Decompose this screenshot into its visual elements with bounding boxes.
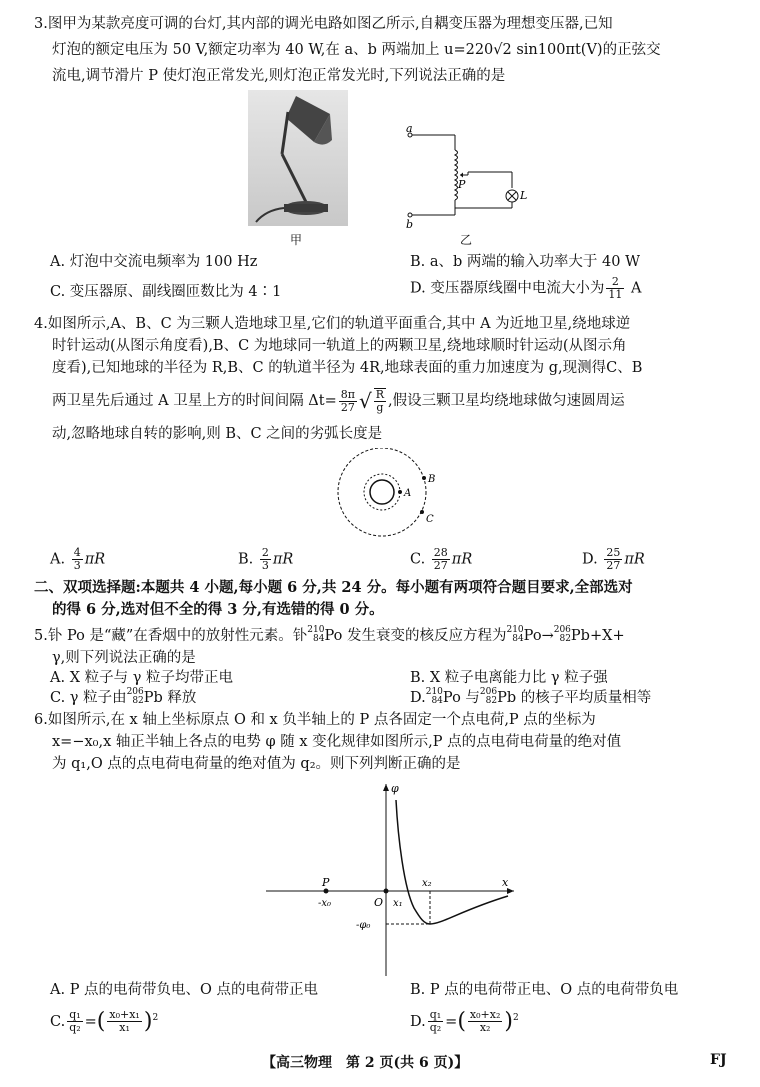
q4-option-a[interactable]: A. $\frac{4}{3}$ πR [50,546,106,572]
orbit-label-a: A [404,488,412,499]
graph-x1-label: x₁ [393,898,403,909]
circuit-label-p: P [458,178,466,191]
fig-jia-label: 甲 [290,233,303,247]
graph-p-label: P [322,876,330,889]
q4-option-c[interactable]: C. $\frac{28}{27}$ πR [410,546,473,572]
q6-option-c[interactable]: C. $\frac{\text{q₁}}{\text{q₂}}$ =( $\frac{\text{x₀+x₁}}{\text{x₁}}$ )$^2$ [50,1008,159,1035]
q3-line3: 流电,调节滑片 P 使灯泡正常发光,则灯泡正常发光时,下列说法正确的是 [52,68,506,84]
q6-option-b[interactable]: B. P 点的电荷带正电、O 点的电荷带负电 [410,982,679,998]
q3-line1: 3.图甲为某款亮度可调的台灯,其内部的调光电路如图乙所示,自耦变压器为理想变压器,已知 [34,16,613,32]
q6-line1: 6.如图所示,在 x 轴上坐标原点 O 和 x 负半轴上的 P 点各固定一个点电荷,P 点的坐标为 [34,712,596,728]
q6-option-a[interactable]: A. P 点的电荷带负电、O 点的电荷带正电 [50,982,319,998]
orbit-diagram [330,448,450,546]
q3-option-d[interactable]: D. 变压器原线圈中电流大小为 $\frac{2}{11}$ A [410,275,642,301]
q5-option-a[interactable]: A. X 粒子与 γ 粒子均带正电 [50,670,234,686]
q6-line3: 为 q₁,O 点的点电荷电荷量的绝对值为 q₂。则下列判断正确的是 [52,756,461,772]
q4-line1: 4.如图所示,A、B、C 为三颗人造地球卫星,它们的轨道平面重合,其中 A 为近地卫星,绕地球逆 [34,316,631,332]
q5-option-d[interactable]: D. 210 84 Po 与 206 82 Pb 的核子平均质量相等 [410,687,652,706]
graph-phi-label: φ [391,782,399,795]
circuit-label-a: a [406,122,413,135]
q5-option-b[interactable]: B. X 粒子电离能力比 γ 粒子强 [410,670,608,686]
q4-line4: 两卫星先后通过 A 卫星上方的时间间隔 Δt= $\frac{8\pi}{27}$ √ $\frac{R}{g}$ ,假设三颗卫星均绕地球做匀速圆周运 [52,387,625,414]
q4-option-b[interactable]: B. $\frac{2}{3}$ πR [238,546,294,572]
q6-option-d[interactable]: D. $\frac{\text{q₁}}{\text{q₂}}$ =( $\frac{\text{x₀+x₂}}{\text{x₂}}$ )$^2$ [410,1008,519,1035]
circuit-label-b: b [406,218,414,231]
q4-line3: 度看),已知地球的半径为 R,B、C 的轨道半径为 4R,地球表面的重力加速度为 g,现测得C、B [52,360,643,376]
q4-line5: 动,忽略地球自转的影响,则 B、C 之间的劣弧长度是 [52,426,383,442]
graph-neg-x0-label: -x₀ [318,898,332,909]
graph-x2-label: x₂ [422,878,432,889]
q3-option-a[interactable]: A. 灯泡中交流电频率为 100 Hz [50,254,258,270]
q4-line2: 时针运动(从图示角度看),B、C 为地球同一轨道上的两颗卫星,绕地球顺时针运动(从图示角 [52,338,627,354]
orbit-label-b: B [428,474,436,485]
graph-o-label: O [374,896,384,909]
potential-graph [262,778,522,978]
q3-option-b[interactable]: B. a、b 两端的输入功率大于 40 W [410,254,640,270]
transformer-circuit [400,120,540,240]
section2-heading-line2: 的得 6 分,选对但不全的得 3 分,有选错的得 0 分。 [52,601,384,618]
q5-line1: 5.钋 Po 是“藏”在香烟中的放射性元素。钋 210 84 Po 发生衰变的核反应方程为 210 84 Po→ 206 82 Pb+X+ [34,625,625,644]
circuit-label-l: L [520,189,528,202]
q5-line2: γ,则下列说法正确的是 [52,650,196,666]
footer-right: FJ [710,1052,727,1068]
q5-option-c[interactable]: C. γ 粒子由 206 82 Pb 释放 [50,687,197,706]
lamp-photo [248,90,348,226]
footer-center: 【高三物理 第 2 页(共 6 页)】 [262,1055,469,1071]
orbit-label-c: C [426,514,434,525]
section2-heading: 二、双项选择题:本题共 4 小题,每小题 6 分,共 24 分。每小题有两项符合题目要求,全部选对 [34,579,633,596]
graph-x-label: x [502,876,509,889]
q3-option-c[interactable]: C. 变压器原、副线圈匝数比为 4∶1 [50,284,282,300]
graph-neg-phi0-label: -φ₀ [356,920,371,931]
q3-line2: 灯泡的额定电压为 50 V,额定功率为 40 W,在 a、b 两端加上 u=220√2 sin100πt(V)的正弦交 [52,42,661,58]
q6-line2: x=−x₀,x 轴正半轴上各点的电势 φ 随 x 变化规律如图所示,P 点的点电荷电荷量的绝对值 [52,734,622,750]
fig-yi-label: 乙 [460,233,473,247]
q4-option-d[interactable]: D. $\frac{25}{27}$ πR [582,546,645,572]
